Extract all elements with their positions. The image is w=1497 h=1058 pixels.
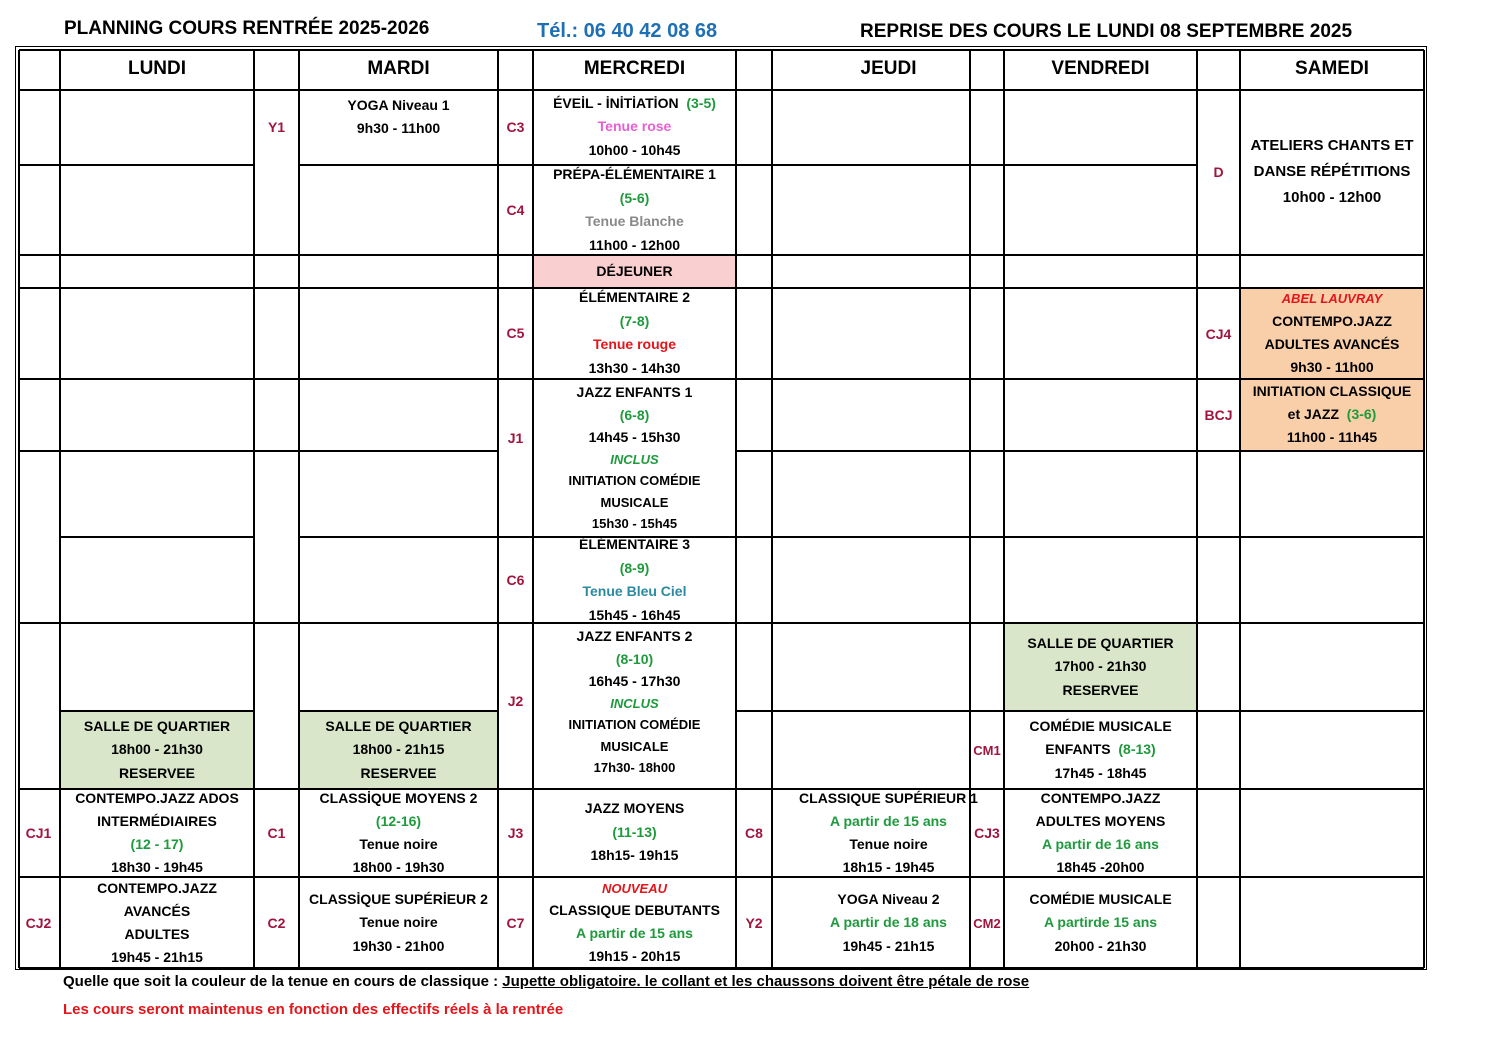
code-y2: Y2 [745,915,763,931]
day-mardi: MARDI [367,58,430,79]
code-cj2: CJ2 [25,915,52,931]
course-y1: YOGA Niveau 1 9h30 - 11h00 [347,96,450,136]
course-cj2: CONTEMPO.JAZZ AVANCÉS ADULTES 19h45 - 21h15 [97,880,217,965]
course-cj3: CONTEMPO.JAZZ ADULTES MOYENS A partir de 16 ans 18h45 -20h00 [1035,789,1166,875]
day-jeudi: JEUDI [860,58,917,79]
footer-note-tenue: Quelle que soit la couleur de la tenue en cours de classique : Jupette obligatoire. le collant et les chaussons doivent être pétale de rose [63,973,1030,990]
code-cj1: CJ1 [25,824,52,841]
course-c7: NOUVEAU CLASSIQUE DEBUTANTS A partir de 15 ans 19h15 - 20h15 [549,880,720,965]
page-title: PLANNING COURS RENTRÉE 2025-2026 [64,18,430,39]
code-c2: C2 [267,915,286,931]
code-bcj: BCJ [1204,406,1233,423]
dejeuner: DÉJEUNER [596,262,673,279]
course-y2: YOGA Niveau 2 A partir de 18 ans 19h45 - 21h15 [830,890,947,954]
course-j2: JAZZ ENFANTS 2 (8-10) 16h45 - 17h30 INCLUS INITIATION COMÉDIE MUSICALE 17h30- 18h00 [568,628,701,776]
code-c8: C8 [745,824,763,841]
code-cm1: CM1 [973,742,1001,758]
code-y1: Y1 [267,119,286,135]
course-j1: JAZZ ENFANTS 1 (6-8) 14h45 - 15h30 INCLUS INITIATION COMÉDIE MUSICALE 15h30 - 15h45 [568,384,701,532]
course-d: ATELIERS CHANTS ET DANSE RÉPÉTITIONS 10h00 - 12h00 [1250,137,1414,206]
course-c5: ÉLÉMENTAIRE 2 (7-8) Tenue rouge 13h30 - 14h30 [579,289,690,376]
course-cj1: CONTEMPO.JAZZ ADOS INTERMÉDIAIRES (12 - 17) 18h30 - 19h45 [75,789,239,875]
course-c8: CLASSIQUE SUPÉRIEUR 1 A partir de 15 ans Tenue noire 18h15 - 19h45 [799,789,978,875]
code-cm2: CM2 [973,915,1001,931]
code-j1: J1 [507,429,524,446]
course-cm1: COMÉDIE MUSICALE ENFANTS (8-13) 17h45 - 18h45 [1029,717,1172,781]
vendredi-salle-quartier: SALLE DE QUARTIER 17h00 - 21h30 RESERVEE [1027,634,1174,698]
day-samedi: SAMEDI [1295,58,1369,79]
code-c5: C5 [506,325,525,341]
code-c4: C4 [506,202,525,218]
course-c3: ÉVEİL - İNİTİATİON (3-5) Tenue rose 10h00 - 10h45 [553,94,716,158]
code-cj4: CJ4 [1205,325,1232,342]
code-d: D [1213,164,1224,180]
footer-note-effectifs: Les cours seront maintenus en fonction des effectifs réels à la rentrée [63,1001,564,1018]
code-c7: C7 [506,915,525,931]
course-bcj: INITIATION CLASSIQUE et JAZZ (3-6) 11h00 - 11h45 [1252,383,1412,445]
course-j3: JAZZ MOYENS (11-13) 18h15- 19h15 [584,800,685,864]
course-c1: CLASSİQUE MOYENS 2 (12-16) Tenue noire 18h00 - 19h30 [319,789,478,875]
course-c4: PRÉPA-ÉLÉMENTAIRE 1 (5-6) Tenue Blanche 11h00 - 12h00 [553,166,716,253]
code-j3: J3 [507,824,524,841]
day-vendredi: VENDREDI [1051,58,1150,79]
mardi-salle-quartier: SALLE DE QUARTIER 18h00 - 21h15 RESERVEE [325,717,472,781]
code-c3: C3 [506,119,525,135]
code-cj3: CJ3 [974,824,1000,841]
code-c6: C6 [506,571,525,588]
course-c6: ÉLÉMENTAIRE 3 (8-9) Tenue Bleu Ciel 15h45 - 16h45 [579,536,690,623]
code-c1: C1 [267,824,286,841]
phone-number: Tél.: 06 40 42 08 68 [537,20,718,42]
course-cj4: ABEL LAUVRAY CONTEMPO.JAZZ ADULTES AVANCÉS 9h30 - 11h00 [1264,291,1400,375]
course-cm2: COMÉDIE MUSICALE A partirde 15 ans 20h00 - 21h30 [1029,890,1172,954]
lundi-salle-quartier: SALLE DE QUARTIER 18h00 - 21h30 RESERVEE [83,717,231,781]
course-c2: CLASSİQUE SUPÉRİEUR 2 Tenue noire 19h30 - 21h00 [309,890,488,954]
day-lundi: LUNDI [127,58,187,79]
reprise-date: REPRISE DES COURS LE LUNDI 08 SEPTEMBRE 2025 [860,21,1353,42]
code-j2: J2 [507,692,524,709]
day-mercredi: MERCREDI [583,58,686,79]
